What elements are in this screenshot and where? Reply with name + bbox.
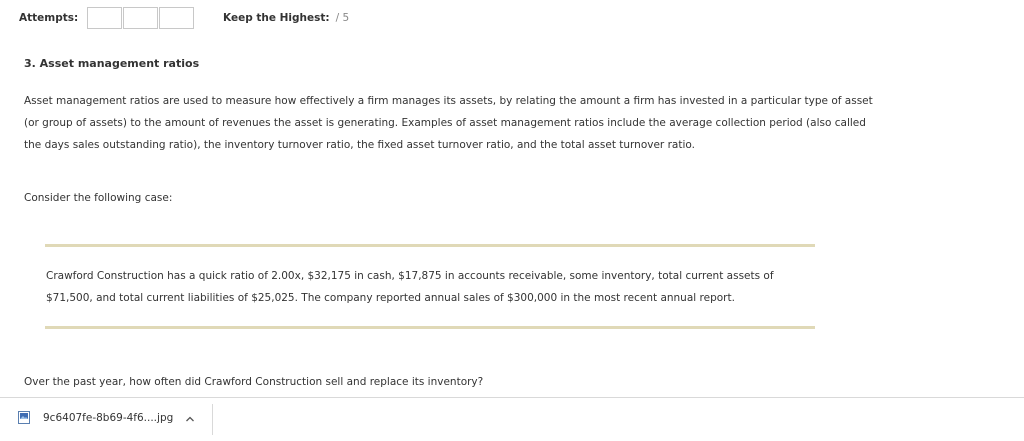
case-text: Crawford Construction has a quick ratio of 2.00x, $32,175 in cash, $17,875 in accounts receivable, some inventory, total current assets of $71,500, and total current liabilities of $25,025. The company reported annual sales of $300,000 in the most recent annual report. [46,270,774,304]
image-file-icon [18,411,30,424]
case-divider-bottom [45,326,815,329]
attempt-box [159,7,194,29]
download-file-name: 9c6407fe-8b69-4f6....jpg [43,411,174,424]
keep-highest-value: / 5 [335,12,350,24]
keep-highest-label: Keep the Highest: [223,12,330,24]
case-divider-top [45,244,815,247]
section-title: 3. Asset management ratios [24,57,200,70]
attempt-box [87,7,122,29]
keep-highest-row [223,6,349,30]
attempts-row [19,6,195,30]
question-text: Over the past year, how often did Crawford Construction sell and replace its inventory? [24,376,484,388]
attempt-boxes [87,7,195,29]
download-bar [0,397,1024,441]
attempts-label: Attempts: [19,12,79,24]
download-separator [212,404,213,435]
chevron-up-icon[interactable] [185,414,195,422]
consider-text: Consider the following case: [24,192,173,204]
attempt-box [123,7,158,29]
download-item[interactable] [18,411,195,424]
intro-paragraph: Asset management ratios are used to measure how effectively a firm manages its assets, by relating the amount a firm has invested in a particular type of asset (or group of assets) to the amount of revenues the asset is generating. Examples of asset management ratios include the average collection period (also called the days sales outstanding ratio), the inventory turnover ratio, the fixed asset turnover ratio, and the total asset turnover ratio. [24,95,873,151]
